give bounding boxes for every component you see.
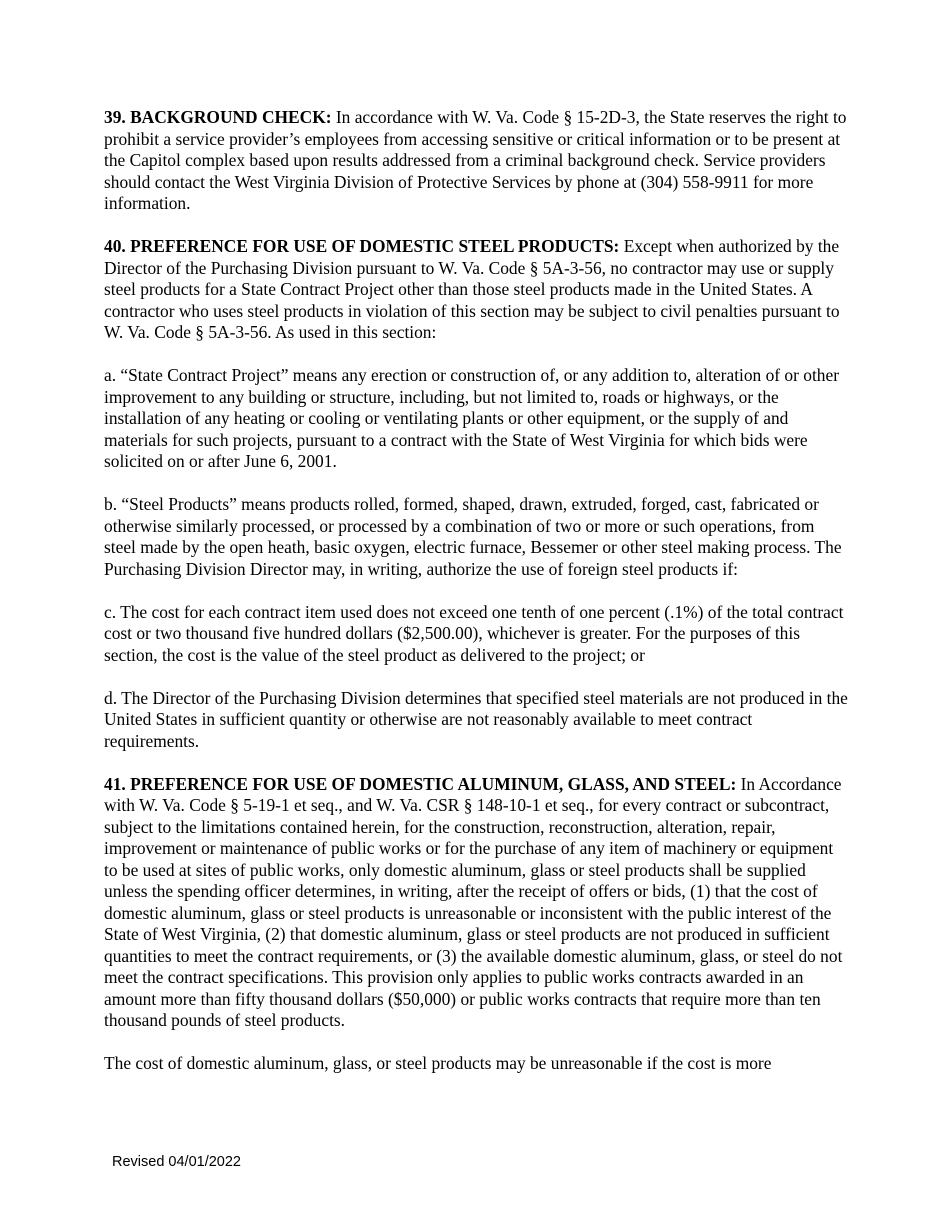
section-40-body: Except when authorized by the Director of the Purchasing Division pursuant to W. Va. Code § 5A-3-56, no contractor may use or supply steel products for a State Contract Project other than those steel products made in the United States. A contractor who uses steel products in violation of this section may be subject to civil penalties pursuant to W. Va. Code § 5A-3-56. As used in this section: <box>104 236 840 342</box>
section-40-item-b: b. “Steel Products” means products rolled, formed, shaped, drawn, extruded, forged, cast, fabricated or otherwise similarly processed, or processed by a combination of two or more or such operations, from steel made by the open heath, basic oxygen, electric furnace, Bessemer or other steel making process. The Purchasing Division Director may, in writing, authorize the use of foreign steel products if: <box>104 494 842 579</box>
section-41-continuation: The cost of domestic aluminum, glass, or steel products may be unreasonable if the cost is more <box>104 1053 772 1073</box>
section-39-heading: 39. BACKGROUND CHECK: <box>104 107 332 127</box>
section-41-body: In Accordance with W. Va. Code § 5-19-1 et seq., and W. Va. CSR § 148-10-1 et seq., for every contract or subcontract, subject to the limitations contained herein, for the construction, reconstruction, alteration, repair, improvement or maintenance of public works or for the purchase of any item of machinery or equipment to be used at sites of public works, only domestic aluminum, glass or steel products shall be supplied unless the spending officer determines, in writing, after the receipt of offers or bids, (1) that the cost of domestic aluminum, glass or steel products is unreasonable or inconsistent with the public interest of the State of West Virginia, (2) that domestic aluminum, glass or steel products are not produced in sufficient quantities to meet the contract requirements, or (3) the available domestic aluminum, glass, or steel do not meet the contract specifications. This provision only applies to public works contracts awarded in an amount more than fifty thousand dollars ($50,000) or public works contracts that require more than ten thousand pounds of steel products. <box>104 773 843 1030</box>
section-41-heading: 41. PREFERENCE FOR USE OF DOMESTIC ALUMINUM, GLASS, AND STEEL: <box>104 773 737 794</box>
document-body <box>104 107 849 1096</box>
section-39-body: In accordance with W. Va. Code § 15-2D-3, the State reserves the right to prohibit a service provider’s employees from accessing sensitive or critical information or to be present at the Capitol complex based upon results addressed from a criminal background check. Service providers should contact the West Virginia Division of Protective Services by phone at (304) 558-9911 for more information. <box>104 107 847 213</box>
section-41-domestic-aluminum-glass-steel <box>104 774 849 1032</box>
section-40-item-c: c. The cost for each contract item used does not exceed one tenth of one percent (.1%) of the total contract cost or two thousand five hundred dollars ($2,500.00), whichever is greater. For the purposes of this section, the cost is the value of the steel product as delivered to the project; or <box>104 601 844 665</box>
footer-revised-date: Revised 04/01/2022 <box>112 1154 241 1170</box>
section-39-background-check <box>104 107 849 215</box>
section-40-item-d: d. The Director of the Purchasing Division determines that specified steel materials are not produced in the United States in sufficient quantity or otherwise are not reasonably available to meet contract requirements. <box>104 687 848 751</box>
section-40-item-a: a. “State Contract Project” means any erection or construction of, or any addition to, alteration of or other improvement to any building or structure, including, but not limited to, roads or highways, or the installation of any heating or cooling or ventilating plants or other equipment, or the supply of and materials for such projects, pursuant to a contract with the State of West Virginia for which bids were solicited on or after June 6, 2001. <box>104 365 839 471</box>
section-40-domestic-steel <box>104 236 849 344</box>
section-40-heading: 40. PREFERENCE FOR USE OF DOMESTIC STEEL PRODUCTS: <box>104 236 620 256</box>
